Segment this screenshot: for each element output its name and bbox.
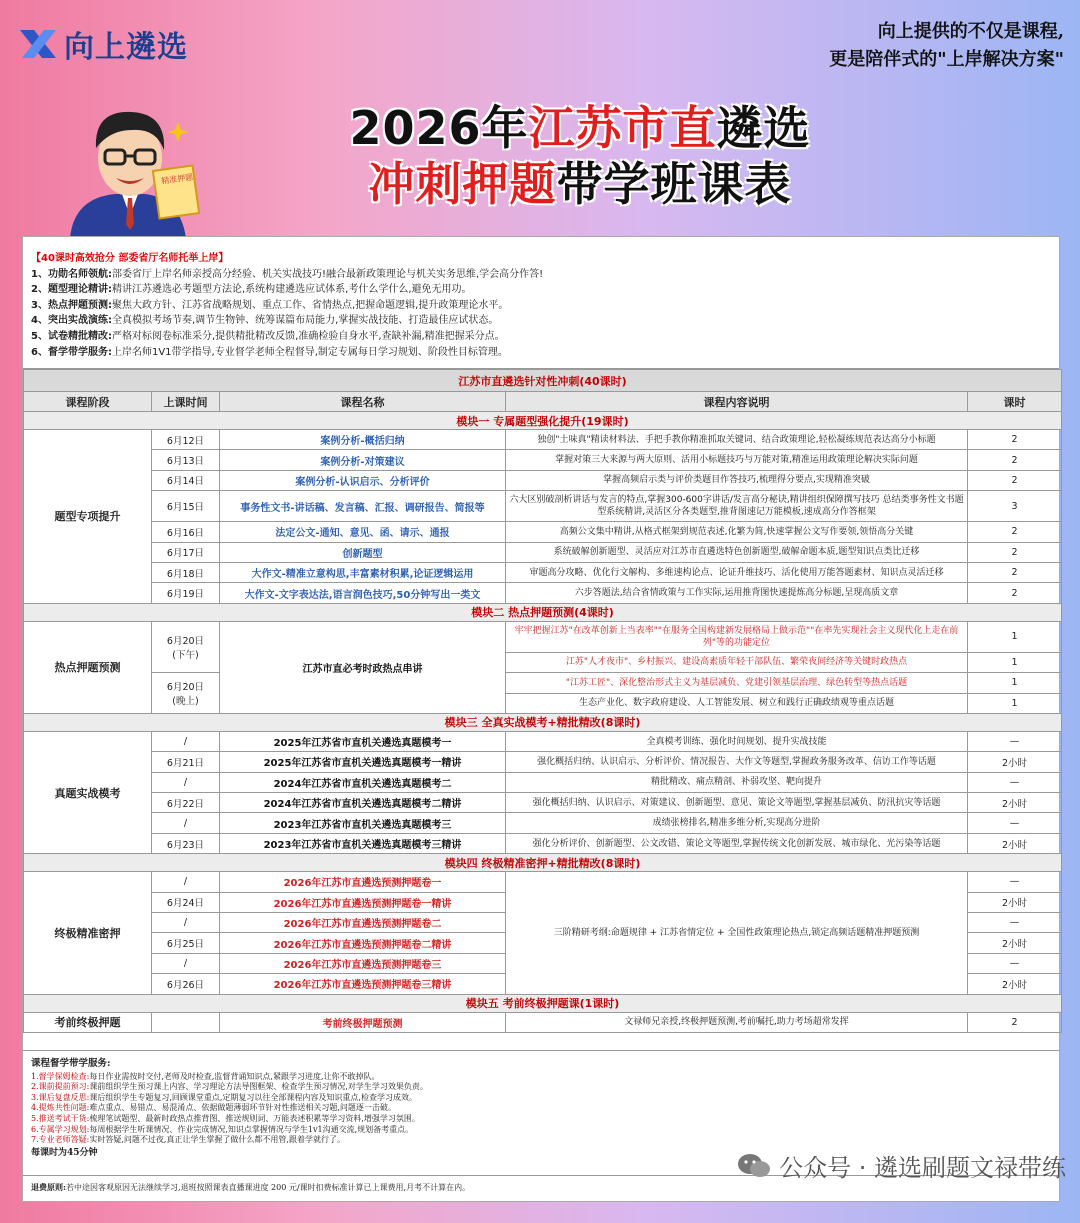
course-name: 2026年江苏市直遴选预测押题卷一 [220, 872, 506, 892]
course-desc: 掌握对策三大来源与两大原则、活用小标题技巧与万能对策,精准运用政策理论解决实际问题 [506, 450, 968, 470]
wechat-icon [737, 1152, 771, 1180]
per-hour-note: 每课时为45分钟 [31, 1147, 98, 1158]
course-desc: 高频公文集中精讲,从格式框架到规范表述,化繁为简,快速掌握公文写作要领,领悟高分关键 [506, 522, 968, 542]
course-name: 2026年江苏市直遴选预测押题卷二精讲 [220, 933, 506, 953]
intro-headline: 【40课时高效抢分 部委省厅名师托举上岸】 [31, 253, 229, 264]
course-desc: 强化分析评价、创新题型、公文改错、策论文等题型,掌握传统文化创新发展、城市绿化、光污染等话题 [506, 833, 968, 853]
watermark-text: 公众号 · 遴选刷题文禄带练 [779, 1154, 1066, 1182]
hours-cell: 2 [968, 583, 1062, 603]
course-name: 事务性文书-讲话稿、发言稿、汇报、调研报告、简报等 [220, 491, 506, 522]
hours-cell: 2小时 [968, 752, 1062, 772]
date-cell: 6月17日 [152, 542, 220, 562]
service-item: 6.专属学习规划:每周根据学生听课情况、作业完成情况,知识点掌握情况与学生1v1沟通交流,规划备考重点。 [31, 1124, 414, 1134]
course-name: 大作文-文字表达法,语言润色技巧,50分钟写出一类文 [220, 583, 506, 603]
course-name: 2024年江苏省市直机关遴选真题模考二 [220, 772, 506, 792]
course-name: 2026年江苏市直遴选预测押题卷二 [220, 913, 506, 933]
table-row [24, 450, 1062, 470]
course-name: 案例分析-认识启示、分析评价 [220, 470, 506, 490]
date-cell: / [152, 913, 220, 933]
course-desc: 文禄师兄亲授,终极押题预测,考前嘱托,助力考场超常发挥 [506, 1012, 968, 1032]
service-item: 3.课后复盘反思:课后组织学生专题复习,回顾课堂重点,定期复习以往全部课程内容及知识重点,检查学习成效。 [31, 1092, 417, 1102]
slogan [829, 18, 1064, 74]
course-desc: 强化概括归纳、认识启示、分析评价、情况报告、大作文等题型,掌握政务服务改革、信访工作等话题 [506, 752, 968, 772]
stage-cell: 真题实战模考 [24, 731, 152, 853]
service-item: 1.督学保姆检查:每日作业需按时交付,老师及时检查,监督背诵知识点,紧跟学习进度,让你不敢掉队。 [31, 1071, 380, 1081]
course-name: 2024年江苏省市直机关遴选真题模考二精讲 [220, 793, 506, 813]
table-row [24, 470, 1062, 490]
table-row [24, 673, 1062, 693]
table-row [24, 430, 1062, 450]
table-row [24, 1012, 1062, 1032]
hours-cell: 1 [968, 673, 1062, 693]
table-row [24, 752, 1062, 772]
date-cell: 6月14日 [152, 470, 220, 490]
hours-cell: 2小时 [968, 793, 1062, 813]
module-1-title: 模块一 专属题型强化提升(19课时) [24, 412, 1062, 430]
course-name: 案例分析-对策建议 [220, 450, 506, 470]
date-cell: 6月24日 [152, 892, 220, 912]
course-desc: 三阶精研考纲:命题规律 + 江苏省情定位 + 全国性政策理论热点,锁定高频话题精准押题预测 [506, 872, 968, 994]
course-intro [23, 237, 1059, 369]
course-name: 2023年江苏省市直机关遴选真题模考三 [220, 813, 506, 833]
course-name: 2026年江苏市直遴选预测押题卷三精讲 [220, 974, 506, 994]
course-desc: 六大区别破剖析讲话与发言的特点,掌握300-600字讲话/发言高分秘诀,精讲组织保障撰写技巧 总结类事务性文书题型系统精讲,灵活区分各类题型,推背图速记万能模板,速成高分作答框架 [506, 491, 968, 522]
intro-item: 5、试卷精批精改:严格对标阅卷标准采分,提供精批精改反馈,准确检验自身水平,查缺补漏,精准把握采分点。 [31, 330, 505, 342]
stage-cell: 热点押题预测 [24, 621, 152, 713]
course-desc: 生态产业化、数字政府建设、人工智能发展、树立和践行正确政绩观等重点话题 [506, 693, 968, 713]
stage-cell: 题型专项提升 [24, 430, 152, 604]
date-cell: 6月22日 [152, 793, 220, 813]
hours-cell: 2小时 [968, 833, 1062, 853]
logo-x-icon [18, 26, 58, 62]
hours-cell: 2 [968, 562, 1062, 582]
date-cell: 6月20日 (下午) [152, 621, 220, 672]
course-desc: 江苏"人才夜市"、乡村振兴、建设高素质年轻干部队伍、繁荣夜间经济等关键时政热点 [506, 652, 968, 672]
col-stage: 课程阶段 [24, 392, 152, 412]
date-cell: 6月12日 [152, 430, 220, 450]
course-desc: 成绩张榜排名,精准多维分析,实现高分进阶 [506, 813, 968, 833]
intro-item: 2、题型理论精讲:精讲江苏遴选必考题型方法论,系统构建遴选应试体系,考什么学什么,避免无用功。 [31, 284, 472, 296]
hours-cell: — [968, 913, 1062, 933]
module-5-title: 模块五 考前终极押题课(1课时) [24, 994, 1062, 1012]
title-region: 江苏市直 [528, 101, 717, 155]
title-l2-red: 冲刺押题 [368, 157, 557, 211]
hours-cell: — [968, 772, 1062, 792]
course-desc: 系统破解创新题型、灵活应对江苏市直遴选特色创新题型,破解命题本质,题型知识点类比迁移 [506, 542, 968, 562]
hours-cell: 3 [968, 491, 1062, 522]
course-name: 考前终极押题预测 [220, 1012, 506, 1032]
service-item: 2.课前提前预习:课前组织学生预习课上内容、学习理论方法导图框架、检查学生预习情况,对学生学习效果负责。 [31, 1082, 428, 1092]
course-desc: 牢牢把握江苏"在改革创新上当表率""在服务全国构建新发展格局上做示范""在率先实现社会主义现代化上走在前列"等的功能定位 [506, 621, 968, 652]
date-cell: 6月20日 (晚上) [152, 673, 220, 714]
hours-cell: 2小时 [968, 892, 1062, 912]
module-2-title: 模块二 热点押题预测(4课时) [24, 603, 1062, 621]
col-hours: 课时 [968, 392, 1062, 412]
date-cell: 6月18日 [152, 562, 220, 582]
date-cell: 6月19日 [152, 583, 220, 603]
table-row [24, 542, 1062, 562]
course-desc: 全真模考训练、强化时间规划、提升实战技能 [506, 731, 968, 751]
hours-cell: 2 [968, 430, 1062, 450]
date-cell: 6月15日 [152, 491, 220, 522]
course-desc: 独创"土味真"精读材料法、手把手教你精准抓取关键词、结合政策理论,轻松凝练规范表达高分小标题 [506, 430, 968, 450]
intro-item: 1、功勋名师领航:部委省厅上岸名师亲授高分经验、机关实战技巧!融合最新政策理论与机关实务思维,学会高分作答! [31, 268, 544, 280]
table-row [24, 583, 1062, 603]
intro-item: 4、突出实战演练:全真模拟考场节奏,调节生物钟、统筹谋篇布局能力,掌握实战技能、打造最佳应试状态。 [31, 315, 499, 327]
date-cell: 6月25日 [152, 933, 220, 953]
date-cell: 6月26日 [152, 974, 220, 994]
course-name: 2023年江苏省市直机关遴选真题模考三精讲 [220, 833, 506, 853]
hours-cell: 1 [968, 693, 1062, 713]
table-row [24, 621, 1062, 652]
title-year: 2026年 [349, 101, 529, 155]
hours-cell: 1 [968, 621, 1062, 652]
module-4-title: 模块四 终极精准密押+精批精改(8课时) [24, 854, 1062, 872]
col-time: 上课时间 [152, 392, 220, 412]
table-row [24, 522, 1062, 542]
course-desc: 强化概括归纳、认识启示、对策建议、创新题型、意见、策论文等题型,掌握基层减负、防汛抗灾等话题 [506, 793, 968, 813]
course-name: 2025年江苏省市直机关遴选真题模考一精讲 [220, 752, 506, 772]
table-row [24, 562, 1062, 582]
schedule-table [23, 369, 1062, 1033]
hours-cell: 2 [968, 542, 1062, 562]
slogan-line-2: 更是陪伴式的"上岸解决方案" [829, 49, 1064, 70]
course-desc: 精批精改、痛点精剖、补弱攻坚、靶向提升 [506, 772, 968, 792]
hours-cell: 2小时 [968, 933, 1062, 953]
course-name: 法定公文-通知、意见、函、请示、通报 [220, 522, 506, 542]
service-title: 课程督学带学服务: [31, 1057, 111, 1069]
date-cell: / [152, 772, 220, 792]
table-row [24, 872, 1062, 892]
hours-cell: — [968, 872, 1062, 892]
stage-cell: 终极精准密押 [24, 872, 152, 994]
slogan-line-1: 向上提供的不仅是课程, [877, 21, 1064, 42]
service-item: 7.专业老师答疑:实时答疑,问题不过夜,真正让学生掌握了做什么都不用管,跟着学就行了。 [31, 1135, 345, 1145]
course-name: 创新题型 [220, 542, 506, 562]
course-name: 大作文-精准立意构思,丰富素材积累,论证逻辑运用 [220, 562, 506, 582]
course-desc: 审题高分攻略、优化行文解构、多维速构论点、论证升维技巧、活化使用万能答题素材、知识点灵活迁移 [506, 562, 968, 582]
hours-cell: 2 [968, 450, 1062, 470]
wechat-watermark [737, 1148, 1066, 1183]
schedule-sheet [22, 236, 1060, 1202]
date-cell: 6月13日 [152, 450, 220, 470]
hours-cell: 2小时 [968, 974, 1062, 994]
page-title [300, 100, 860, 212]
course-name: 案例分析-概括归纳 [220, 430, 506, 450]
intro-item: 3、热点押题预测:聚焦大政方针、江苏省战略规划、重点工作、省情热点,把握命题逻辑,提升政策理论水平。 [31, 299, 509, 311]
hours-cell: 2 [968, 470, 1062, 490]
teacher-mascot-illustration [60, 98, 200, 238]
hours-cell: 2 [968, 522, 1062, 542]
date-cell: 6月21日 [152, 752, 220, 772]
service-item: 4.提炼共性问题:难点重点、易错点、易混淆点、依据做题薄弱环节针对性推送相关习题,问题逐一击破。 [31, 1103, 396, 1113]
table-row [24, 731, 1062, 751]
course-desc: "江苏工匠"、深化整治形式主义为基层减负、党建引领基层治理、绿色转型等热点话题 [506, 673, 968, 693]
date-cell: 6月16日 [152, 522, 220, 542]
course-desc: 掌握高频启示类与评价类题目作答技巧,梳理得分要点,实现精准突破 [506, 470, 968, 490]
date-cell: 6月23日 [152, 833, 220, 853]
service-item: 5.推送考试干货:梳理笔试题型、最新时政热点推背图、推送规则词、万能表述积累等学习资料,增强学习氛围。 [31, 1113, 420, 1123]
course-desc: 六步答题法,结合省情政策与工作实际,运用推背图快速提炼高分标题,呈现高质文章 [506, 583, 968, 603]
table-row [24, 813, 1062, 833]
course-name: 2026年江苏市直遴选预测押题卷一精讲 [220, 892, 506, 912]
hours-cell: — [968, 731, 1062, 751]
table-row [24, 833, 1062, 853]
intro-item: 6、督学带学服务:上岸名师1V1带学指导,专业督学老师全程督导,制定专属每日学习规划、阶段性目标管理。 [31, 346, 508, 358]
title-l1-suffix: 遴选 [716, 101, 811, 155]
table-row [24, 491, 1062, 522]
col-course: 课程名称 [220, 392, 506, 412]
course-name: 2025年江苏省市直机关遴选真题模考一 [220, 731, 506, 751]
course-name: 2026年江苏市直遴选预测押题卷三 [220, 953, 506, 973]
date-cell: / [152, 813, 220, 833]
table-banner: 江苏市直遴选针对性冲刺(40课时) [24, 370, 1062, 392]
brand-name: 向上遴选 [64, 30, 188, 65]
refund-policy: 退费原则:若中途因客观原因无法继续学习,退班按照课表直播课进度 200 元/课时扣费标准计算已上课费用,月考不计算在内。 [23, 1175, 1059, 1201]
hours-cell: 1 [968, 652, 1062, 672]
hours-cell: — [968, 953, 1062, 973]
course-name: 江苏市直必考时政热点串讲 [220, 621, 506, 713]
col-desc: 课程内容说明 [506, 392, 968, 412]
hours-cell: 2 [968, 1012, 1062, 1032]
table-row [24, 793, 1062, 813]
module-3-title: 模块三 全真实战模考+精批精改(8课时) [24, 713, 1062, 731]
date-cell: / [152, 872, 220, 892]
table-spacer [23, 1033, 1059, 1051]
date-cell: / [152, 731, 220, 751]
mascot-paper-label: 精准押题 [160, 172, 194, 186]
title-l2-rest: 带学班课表 [556, 157, 792, 211]
date-cell [152, 1012, 220, 1032]
date-cell: / [152, 953, 220, 973]
table-row [24, 772, 1062, 792]
stage-cell: 考前终极押题 [24, 1012, 152, 1032]
hours-cell: — [968, 813, 1062, 833]
brand-logo [18, 22, 188, 66]
